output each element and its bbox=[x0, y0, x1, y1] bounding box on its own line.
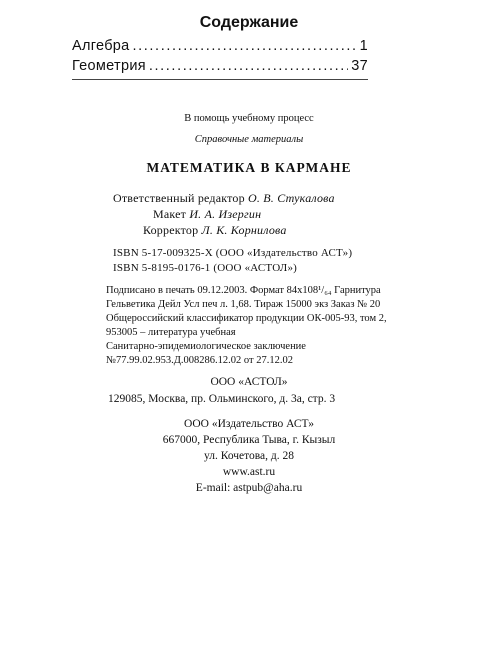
credit-name: О. В. Стукалова bbox=[248, 191, 335, 205]
credit-name: И. А. Изергин bbox=[189, 207, 262, 221]
toc-leader-dots bbox=[133, 38, 357, 54]
publisher-astol-address: 129085, Москва, пр. Ольминского, д. 3а, стр. 3 bbox=[108, 393, 336, 405]
toc-entry-algebra[interactable] bbox=[72, 38, 368, 54]
publisher-website[interactable]: www.ast.ru bbox=[222, 466, 276, 478]
credit-role: Ответственный редактор bbox=[113, 191, 245, 205]
imprint-line: Подписано в печать 09.12.2003. Формат 84x108¹/₆₄ Гарнитура bbox=[106, 285, 381, 296]
toc-leader-dots bbox=[149, 58, 348, 74]
toc-entry-geometry[interactable] bbox=[72, 58, 368, 74]
toc-entry-page: 37 bbox=[351, 58, 368, 74]
publisher-ast-name: ООО «Издательство АСТ» bbox=[184, 418, 314, 430]
toc-divider bbox=[72, 79, 368, 80]
publisher-ast-street: ул. Кочетова, д. 28 bbox=[203, 450, 295, 462]
credit-proofreader bbox=[143, 223, 287, 238]
credit-name: Л. К. Корнилова bbox=[201, 223, 287, 237]
isbn-line: ISBN 5-17-009325-X (ООО «Издательство АСТ») bbox=[113, 247, 353, 259]
credit-layout bbox=[153, 207, 261, 222]
toc-entry-label: Геометрия bbox=[72, 58, 146, 74]
isbn-line: ISBN 5-8195-0176-1 (ООО «АСТОЛ») bbox=[113, 262, 298, 274]
toc-title: Содержание bbox=[199, 14, 299, 31]
genre-line: Справочные материалы bbox=[194, 134, 304, 145]
credit-editor bbox=[113, 191, 335, 206]
imprint-line: №77.99.02.953.Д.008286.12.02 от 27.12.02 bbox=[106, 355, 294, 366]
publisher-astol-name: ООО «АСТОЛ» bbox=[210, 376, 288, 388]
imprint-line: Санитарно-эпидемиологическое заключение bbox=[106, 341, 306, 352]
toc-entry-label: Алгебра bbox=[72, 38, 130, 54]
series-line: В помощь учебному процесс bbox=[184, 113, 314, 124]
publisher-ast-address: 667000, Республика Тыва, г. Кызыл bbox=[162, 434, 336, 446]
imprint-line: Общероссийский классификатор продукции ОК-005-93, том 2, bbox=[106, 313, 387, 324]
imprint-line: 953005 – литература учебная bbox=[106, 327, 236, 338]
credit-role: Макет bbox=[153, 207, 187, 221]
credit-role: Корректор bbox=[143, 223, 199, 237]
toc-entry-page: 1 bbox=[359, 38, 368, 54]
book-title: МАТЕМАТИКА В КАРМАНЕ bbox=[146, 160, 352, 175]
publisher-email[interactable]: E-mail: astpub@aha.ru bbox=[195, 482, 303, 494]
imprint-line: Гельветика Дейл Усл печ л. 1,68. Тираж 15000 экз Заказ № 20 bbox=[106, 299, 381, 310]
